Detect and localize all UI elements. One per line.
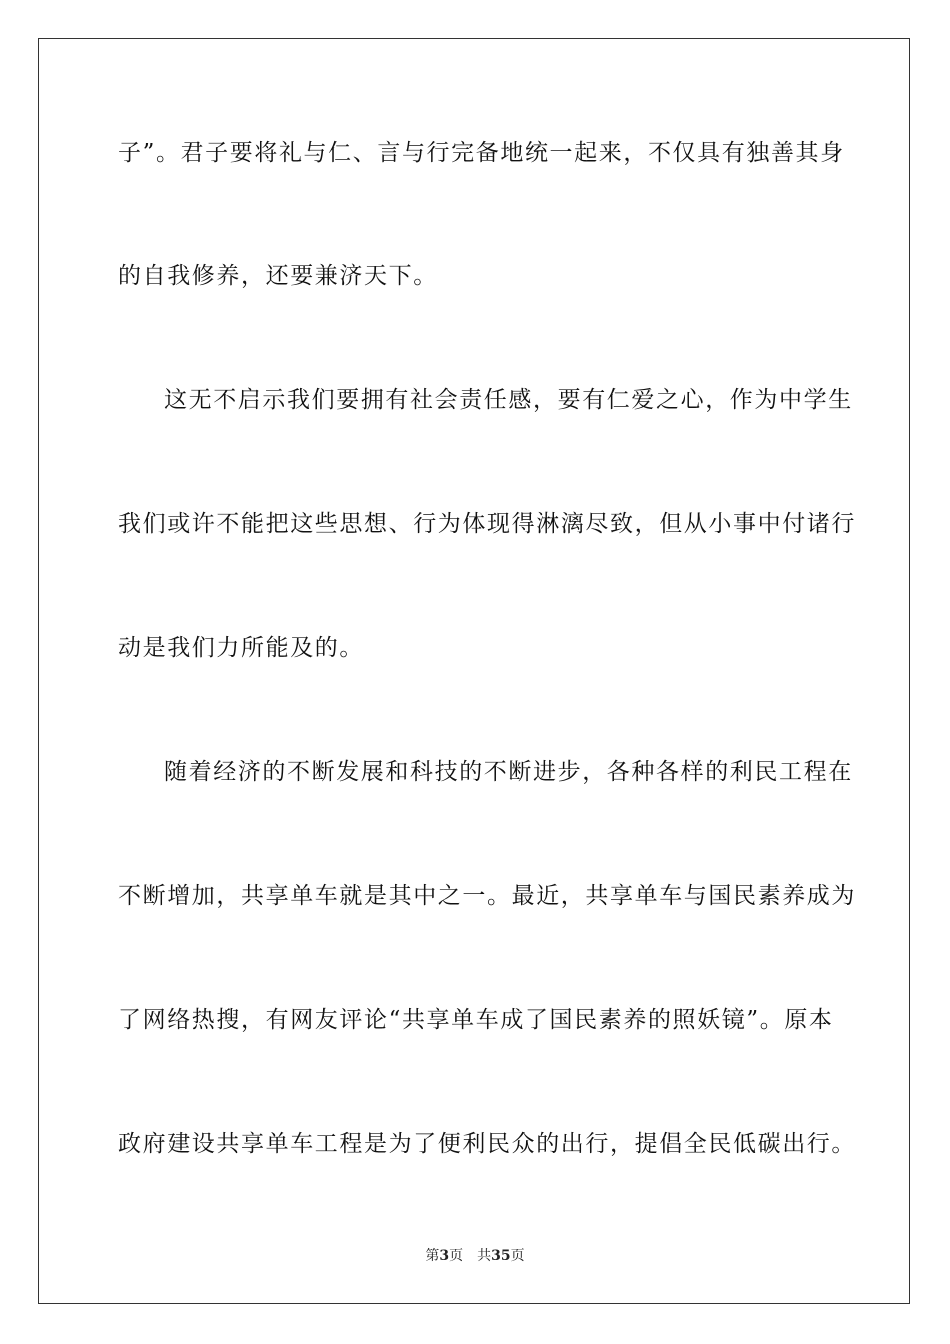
body-line-4: 我们或许不能把这些思想、行为体现得淋漓尽致，但从小事中付诸行 <box>118 511 856 537</box>
body-line-5: 动是我们力所能及的。 <box>118 635 364 661</box>
body-line-6: 随着经济的不断发展和科技的不断进步，各种各样的利民工程在 <box>164 759 853 785</box>
body-line-1: 子”。君子要将礼与仁、言与行完备地统一起来，不仅具有独善其身 <box>118 140 845 166</box>
body-line-3: 这无不启示我们要拥有社会责任感，要有仁爱之心，作为中学生 <box>164 387 853 413</box>
body-line-2: 的自我修养，还要兼济天下。 <box>118 263 438 289</box>
page-number-label: 第3页 <box>425 1248 464 1264</box>
body-line-9: 政府建设共享单车工程是为了便利民众的出行，提倡全民低碳出行。 <box>118 1131 856 1157</box>
total-pages-label: 共35页 <box>477 1248 525 1264</box>
page-border <box>38 38 910 1304</box>
body-line-7: 不断增加，共享单车就是其中之一。最近，共享单车与国民素养成为 <box>118 883 856 909</box>
body-line-8: 了网络热搜，有网友评论“共享单车成了国民素养的照妖镜”。原本 <box>118 1007 834 1033</box>
page-footer <box>0 1246 950 1266</box>
